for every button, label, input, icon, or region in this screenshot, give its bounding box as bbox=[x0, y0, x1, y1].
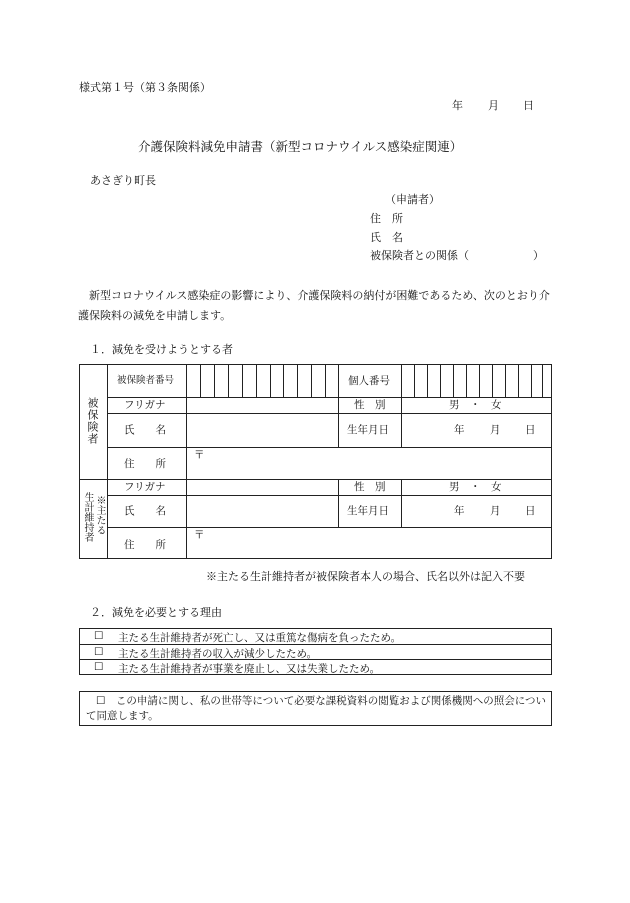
supporter-name-label: 氏 名 bbox=[124, 505, 166, 517]
addressee: あさぎり町長 bbox=[90, 174, 156, 187]
consent-text-block[interactable] bbox=[86, 694, 546, 724]
reason-text: 主たる生計維持者が事業を廃止し、又は失業したため。 bbox=[118, 663, 381, 675]
supporter-gender-options[interactable]: 男 ・ 女 bbox=[449, 481, 502, 493]
supporter-birth-month-label: 月 bbox=[490, 505, 501, 517]
date-year-label: 年 bbox=[452, 99, 463, 112]
insured-birthdate-label: 生年月日 bbox=[347, 424, 389, 436]
reason-text: 主たる生計維持者の収入が減少したため。 bbox=[118, 648, 318, 660]
insured-furigana-field[interactable] bbox=[187, 398, 337, 412]
insured-postal-mark: 〒 bbox=[194, 449, 205, 461]
insured-number-field[interactable] bbox=[187, 366, 337, 396]
supporter-furigana-field[interactable] bbox=[187, 480, 337, 494]
insured-birth-month-label: 月 bbox=[490, 424, 501, 436]
insured-address-label: 住 所 bbox=[124, 458, 166, 470]
checkbox-icon[interactable]: ☐ bbox=[94, 630, 104, 642]
checkbox-icon[interactable]: ☐ bbox=[94, 646, 104, 658]
applicant-heading: （申請者） bbox=[385, 193, 440, 206]
checkbox-icon[interactable]: ☐ bbox=[94, 661, 104, 673]
date-month-label: 月 bbox=[488, 99, 499, 112]
reason-item[interactable] bbox=[80, 659, 551, 675]
table-footnote: ※主たる生計維持者が被保険者本人の場合、氏名以外は記入不要 bbox=[206, 570, 525, 583]
page-title: 介護保険料減免申請書（新型コロナウイルス感染症関連） bbox=[138, 139, 463, 154]
supporter-furigana-label: フリガナ bbox=[124, 481, 166, 493]
reason-item[interactable] bbox=[80, 644, 551, 660]
supporter-postal-mark: 〒 bbox=[194, 529, 205, 541]
insured-address-field[interactable] bbox=[187, 448, 551, 478]
insured-name-label: 氏 名 bbox=[124, 424, 166, 436]
supporter-name-field[interactable] bbox=[187, 496, 337, 526]
individual-number-field[interactable] bbox=[402, 366, 551, 396]
insured-gender-options[interactable]: 男 ・ 女 bbox=[449, 399, 502, 411]
supporter-group-label: 生計維持者 bbox=[82, 492, 93, 542]
applicant-name-label: 氏 名 bbox=[370, 231, 403, 244]
supporter-address-field[interactable] bbox=[187, 528, 551, 558]
consent-box bbox=[79, 691, 552, 726]
reason-text: 主たる生計維持者が死亡し、又は重篤な傷病を負ったため。 bbox=[118, 632, 402, 644]
supporter-birth-year-label: 年 bbox=[454, 505, 465, 517]
section2-heading: ２．減免を必要とする理由 bbox=[90, 606, 222, 619]
applicant-table bbox=[79, 364, 552, 559]
reason-item[interactable] bbox=[80, 629, 551, 644]
applicant-relation-label: 被保険者との関係（ bbox=[370, 249, 469, 262]
supporter-birthdate-label: 生年月日 bbox=[347, 505, 389, 517]
supporter-birth-day-label: 日 bbox=[525, 505, 536, 517]
intro-text: 新型コロナウイルス感染症の影響により、介護保険料の納付が困難であるため、次のとおり介護保険料の減免を申請します。 bbox=[78, 289, 550, 322]
insured-number-label: 被保険者番号 bbox=[117, 375, 175, 386]
insured-name-field[interactable] bbox=[187, 414, 337, 446]
supporter-gender-label: 性 別 bbox=[354, 481, 386, 493]
supporter-group-note: ※主たる bbox=[94, 495, 105, 535]
applicant-relation-close: ） bbox=[533, 249, 544, 262]
insured-birth-year-label: 年 bbox=[454, 424, 465, 436]
insured-gender-label: 性 別 bbox=[354, 399, 386, 411]
consent-text: この申請に関し、私の世帯等について必要な課税資料の閲覧および関係機関への照会について同意します。 bbox=[86, 695, 546, 722]
individual-number-label: 個人番号 bbox=[348, 375, 390, 387]
insured-furigana-label: フリガナ bbox=[124, 399, 166, 411]
insured-birth-day-label: 日 bbox=[525, 424, 536, 436]
form-number: 様式第１号（第３条関係） bbox=[79, 81, 211, 94]
reasons-box bbox=[79, 628, 552, 675]
supporter-address-label: 住 所 bbox=[124, 539, 166, 551]
insured-group-label: 被保険者 bbox=[86, 397, 99, 445]
applicant-address-label: 住 所 bbox=[370, 212, 403, 225]
section1-heading: １．減免を受けようとする者 bbox=[90, 343, 233, 356]
checkbox-icon[interactable]: ☐ bbox=[96, 695, 106, 707]
date-day-label: 日 bbox=[523, 99, 534, 112]
